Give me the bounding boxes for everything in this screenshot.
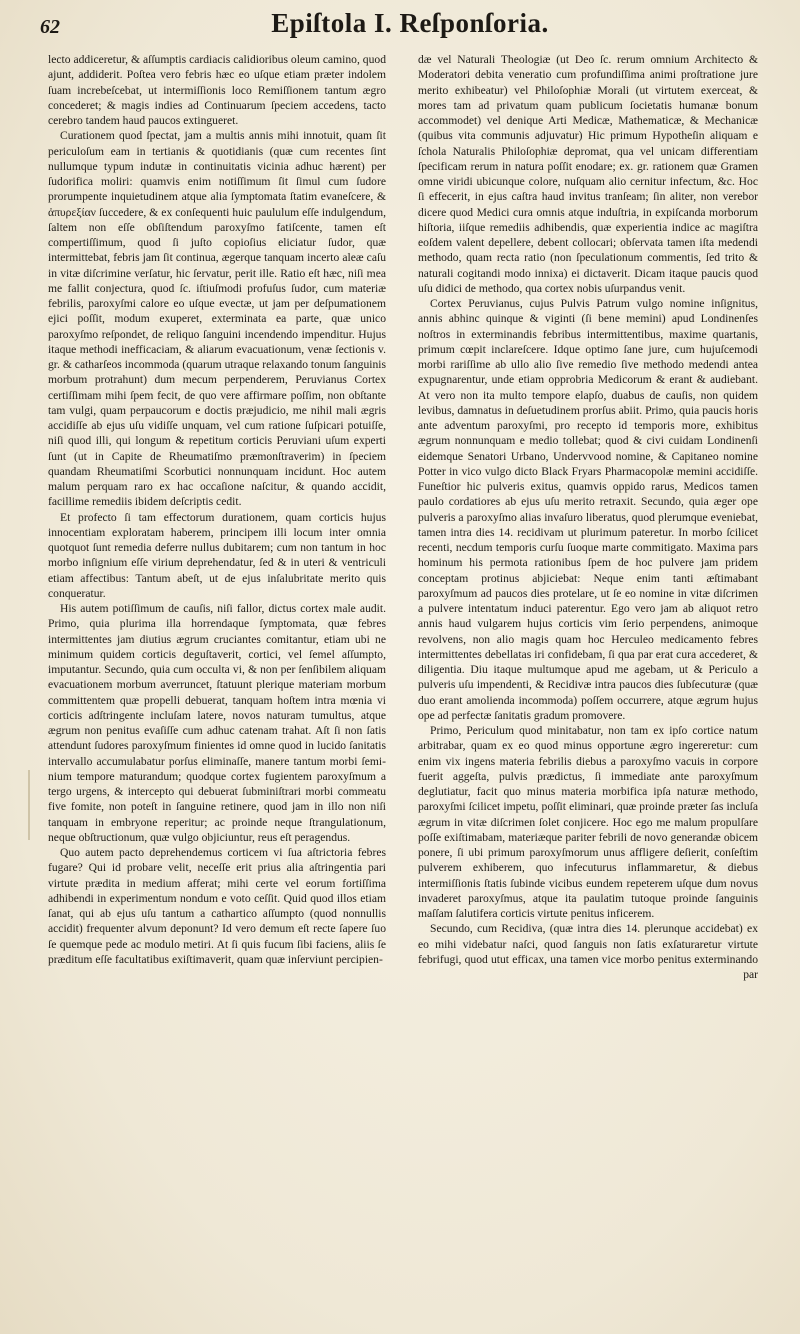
running-title: Epiſtola I. Reſponſoria. xyxy=(271,8,549,38)
right-paragraph: Primo, Periculum quod minitabatur, non tam ex ipſo cortice natum arbitrabar, quam ex eo quod minus opportune ægro ingereretur: cum enim vix ingens materia febrilis diebus a paroxyſmo vacuis in corpore fuerit aggeſta, pulvis prædictus, ſi immediate ante paroxyſmum deglutiatur, facit quo minus materia morbifica ipſa naturæ methodo, paroxyſmi ſcilicet impetu, poſſit eliminari, quæ proinde præter ſas incluſa ægrum in vitæ diſcrimen ſolet conjicere. Hoc ego me malum propulſare poſſe exiſtimabam, materiæque pariter febrili de novo generandæ obicem ponere, ſi ubi primum paroxyſmorum unus affligere deſierit, conſeſtim pulverem exhiberem, quo infecuturus inflammaretur, & diebus intermiſſionis ſtatis ſubinde vicibus eundem repeterem uſque dum novus invaderet paroxyſmus, atque ita paulatim tutoque proinde ſanguinis maſſam ſalutifera corticis virtute penitus inficerem. xyxy=(418,724,758,920)
page-header xyxy=(40,8,780,48)
left-paragraph: Et profecto ſi tam effectorum durationem, quam corticis hujus innocentiam exploratam haberem, principem illi locum inter omnia quotquot ſunt remedia deferre nullus dubitarem; cum non tantum in hoc morbo inſignium eſſe virium deprehendatur, ſed & in uteri & ventriculi etiam affectibus: Tantum abeſt, ut de ejus inſalubritate merito quis conqueratur. xyxy=(48,510,386,600)
left-column xyxy=(48,52,386,967)
page-fold-mark xyxy=(28,770,30,840)
right-paragraph: Secundo, cum Recidiva, (quæ intra dies 14. plerunque accidebat) ex eo mihi videbatur naſci, quod ſanguis non ſatis exſaturaretur virtute febrifugi, quod utut efficax, una tamen vice morbo penitus exterminando par xyxy=(418,922,758,981)
left-paragraph: Quo autem pacto deprehendemus corticem vi ſua aſtrictoria febres fugare? Qui id probare velit, neceſſe erit prius alia aſtringentia pari virtute prædita in medium afferat; mihi certe vel eorum fortiſſima adhibendi in experimentum nondum e voto ceſſit. Quid quod illos etiam ſanat, qui ab ejus uſu tantum a cathartico aſſumpto (quod nonnullis accidit) frequenter alvum deponunt? Id vero demum eſt recte ſapere ſuo ſe quemque pede ac modulo metiri. At ſi quis fucum ſibi faciens, aliis ſe præditum eſſe facultatibus exiſtimaverit, quam quæ inſerviunt percipien- xyxy=(48,846,386,966)
right-paragraph: dæ vel Naturali Theologiæ (ut Deo ſc. rerum omnium Architecto & Moderatori debita veneratio cum profundiſſima animi proſtratione jure merito exhibeatur) vel Philoſophiæ Morali (ut virtutem exerceat, & mores tam ad privatum quam publicum ſocietatis humanæ bonum accommodet) vel denique Arti Medicæ, Mathematicæ, & Mechanicæ (quibus vita communis adjuvatur) Hic primum Hypotheſin aliquam e ſchola Naturalis Philoſophiæ depromat, qua vel unicam differentiam ſpecificam rerum in natura poſſit enodare; ex. gr. rationem quæ Gramen omne viridi ubicunque colore, nuſquam alio cernitur infectum, &c. Hoc ſi effecerit, in ejus caſtra haud invitus tranſeam; ſin aliter, non verebor dicere quod Medici cura omnis atque induſtria, in expiſcanda morborum hiſtoria, iiſque remediis adhibendis, quæ experientia indice ac magiſtra eoſdem valent depellere, debent collocari; obſervata tamen iſta medendi methodo, quam recta ratio (non ſpeculationum commentis, ſed trito & naturali cogitandi modo innixa) ei dictaverit. Dicam itaque paucis quod uſu didici de methodo, qua cortex nobis uſurpandus venit. xyxy=(418,53,758,295)
left-paragraph: His autem potiſſimum de cauſis, niſi fallor, dictus cortex male audit. Primo, quia plurima illa horrendaque ſymptomata, quæ febres intermittentes jam diutius ægrum cruciantes comitantur, etiam ubi ne minimum quidem corticis deguſtaverit, cortici, vel ſemel aſſumpto, imputantur. Secundo, quia cum occulta vi, & non per ſenſibilem aliquam evacuationem morbum averruncet, ſtatuunt plerique materiam morbum committentem quæ propelli debuerat, tanquam hoſtem intra mœnia vi corticis adſtringente incluſam latere, novos naturam tumultus, atque ægrum non penitus evaſiſſe cum adhuc catenam trahat. Aſt ſi non ſatis attendunt ſudores paroxyſmum finientes id omne quod in lucido ſanitatis intervallo accumulabatur porſus eliminaſſe, manere tantum morbi ſeminium tempore maturandum; quodque cortex fugientem paroxyſmum a tergo urgens, & intercepto qui debuerat ſubminiſtrari morbi commeatu five fomite, non poteſt in ſanguine retinere, quod jam in illo non niſi tanquam in embryone reperitur; ac proinde neque ſtrangulationum, neque obſtructionum, quæ vulgo objiciuntur, reus eſt peragendus. xyxy=(48,602,386,844)
left-paragraph: lecto addiceretur, & aſſumptis cardiacis calidioribus oleum camino, quod ajunt, addiderit. Poſtea vero febris hæc eo uſque etiam præter indolem ſuam increbeſcebat, ut intermiſſionis loco Remiſſionem tantum ægro concederet; & magis indies ad Continuarum ſpeciem accedens, tacto cerebro tandem haud paucos extingueret. xyxy=(48,53,386,127)
right-column xyxy=(418,52,758,982)
page-number: 62 xyxy=(40,16,60,38)
left-paragraph: Curationem quod ſpectat, jam a multis annis mihi innotuit, quam ſit periculoſum eam in tertianis & quotidianis (quæ cum recentes ſint nullumque typum indutæ in continuitatis vicinia adhuc hærent) per ſudorifica moliri: quamvis enim notiſſimum ſit ſimul cum ſudore prorumpente inquietudinem atque alia ſymptomata ſtatim evaneſcere, & ἀπυρεξίαν ſuccedere, & ex conſequenti huic paululum eſſe indulgendum, ſaltem non eſſe obſiſtendum paroxyſmo fatiſcente, tamen eſt compertiſſimum, quod ſi juſto copioſius eliciatur ſudor, quæ intermittebat, febris jam ſit continua, ægerque tanquam incerto aleæ caſu in vitæ diſcrimine verſatur, hic ſervatur, perit ille. Ratio eſt hæc, niſi mea me fallit conjectura, quod ſc. iſtiuſmodi profuſus ſudor, cum materiæ febrilis, paroxyſmi calore eo uſque evectæ, ut jam per deſpumationem ejici poſſit, modum exuperet, exterminata ea parte, quæ unico paroxyſmo reſpondet, de reliquo ſanguini incendendo impenditur. Hujus itaque methodi inefficaciam, & aliarum evacuationum, venæ ſectionis v. gr. & catharſeos incommoda (quarum utraque relaxando tonum ſanguinis morbum protrahunt) dum mecum perpenderem, Peruvianus Cortex certiſſimam mihi ſpem fecit, de quo vere affirmare poſſim, non obſtante tam vulgi, quam perpaucorum e doctis præjudicio, me nihil mali ægris accidiſſe ab ejus uſu vidiſſe unquam, vel cum ratione ſuſpicari potuiſſe, niſi quod illi, qui longum & repetitum corticis Peruviani uſum experti ſunt (ut in Capite de Rheumatiſmo præmonſtraverim) in ſpeciem quandam Rheumatiſmi Scorbutici nonnunquam incidunt. Hoc autem malum perquam raro ex hac occaſione naſcitur, & quando accidit, facillime remediis ibidem deſcriptis cedit. xyxy=(48,129,386,509)
right-paragraph: Cortex Peruvianus, cujus Pulvis Patrum vulgo nomine inſignitus, annis abhinc quinque & viginti (ſi bene memini) apud Londinenſes noſtros in exterminandis febribus intermittentibus, maxime quartanis, primum cœpit inclareſcere. Idque optimo ſane jure, cum hujuſcemodi morbi rariſſime ab ullo alio ſive remedio ſive methodo medendi antea expugnarentur, unde etiam opprobria Medicorum & erant & audiebant. At vero non ita multo tempore elapſo, duabus de cauſis, non quidem levibus, damnatus in deſuetudinem prorſus abiit. Primo, quia paucis horis ante adventum paroxyſmi, pro recepto id temporis more, exhibitus ægrum nonnunquam e medio tollebat; quod & civi cuidam Londinenſi eidemque Senatori Urbano, Undervvood nomine, & Capitaneo nomine Potter in vico vulgo dicto Black Fryars Pharmacopolæ memini accidiſſe. Funeſtior hic pulveris exitus, quamvis oppido rarus, Medicos tamen paulo cordatiores ab ejus uſu merito retraxit. Secundo, quia æger ope pulveris a paroxyſmo alias invaſuro liberatus, quod plerumque eveniebat, tamen intra dies 14. recidivam ut plurimum pateretur. In morbo ſcilicet recenti, necdum temporis curſu ſuoque marte commitigato. Maxima pars hominum his permota rationibus ſpem de hoc pulvere jam pridem conceptam protinus abjiciebat: Neque enim tanti æſtimabant paroxyſmum ad paucos dies protelare, ut ſe eo nomine in vitæ diſcrimen a pulvere intentatum induci paterentur. Ego vero jam ab aliquot retro annis haud vulgarem hujus corticis vim ſerio perpendens, animoque revolvens, non alio magis quam hoc Herculeo medicamento febres intermittentes debellatas iri confidebam, ſi qua par erat cura accederet, & diligentia. Diu itaque multumque apud me agebam, ut & Periculo a pulveris uſu impendenti, & Recidivæ intra paucos dies ſubſecuturæ (quæ duo erant amolienda incommoda) poſſem occurrere, atque ægrum hujus ope ad perfectæ ſanitatis gradum promovere. xyxy=(418,297,758,722)
